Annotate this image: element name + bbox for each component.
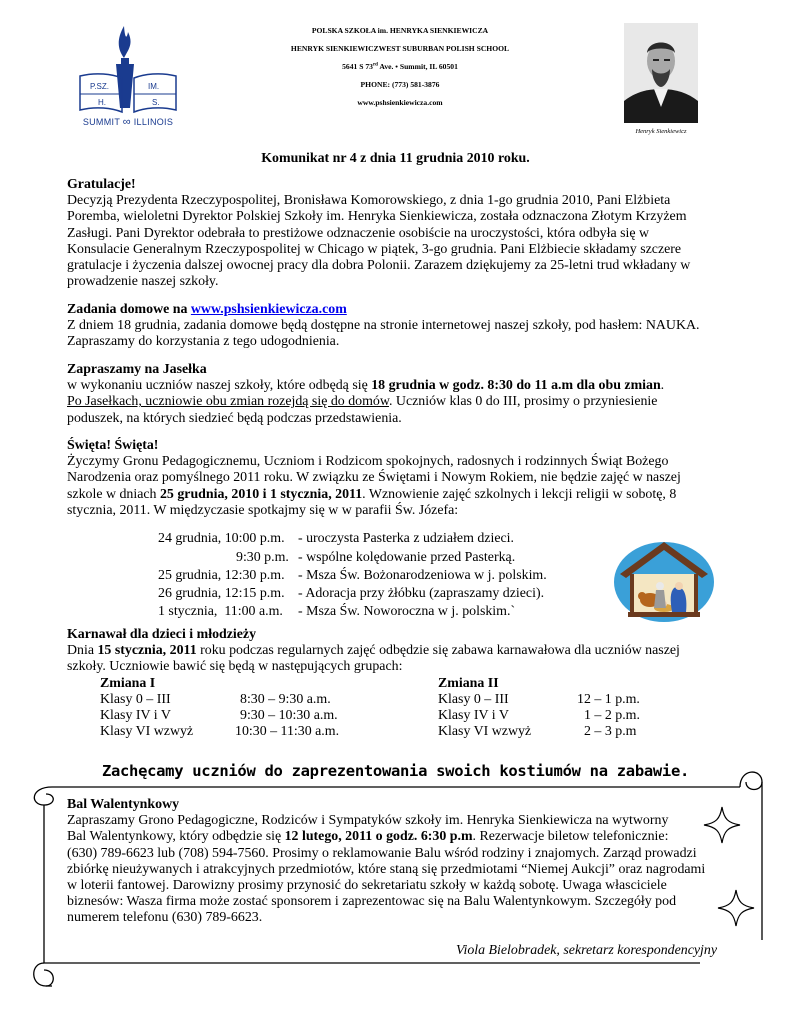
holidays-line: Narodzenia oraz pomyślnego 2011 roku. W związku ze Świętami i Nowym Rokiem, nie będzie zajęć w naszej [67, 470, 681, 486]
logo-text-bottom-left: H. [98, 98, 106, 107]
schedule-date: 1 stycznia, 11:00 a.m. [158, 604, 283, 619]
ball-line: numerem telefonu (630) 789-6623. [67, 910, 263, 926]
address-suffix: rd [372, 62, 378, 68]
carnival-date: 15 stycznia, 2011 [97, 643, 197, 659]
congrats-line: Zasługi. Pani Dyrektor odebrała to prestiżowe odznaczenie osobiście na uroczystości, która odbyła się w [67, 225, 650, 241]
school-phone: PHONE: (773) 581-3876 [360, 80, 440, 89]
shift1-group: Klasy 0 – III [100, 692, 171, 707]
schedule-date: 25 grudnia, 12:30 p.m. [158, 568, 285, 583]
shift2-time: 2 – 3 p.m [584, 724, 637, 739]
shift1-title: Zmiana I [100, 676, 156, 691]
page-title: Komunikat nr 4 z dnia 11 grudnia 2010 roku. [261, 151, 530, 166]
homework-line: Zapraszamy do korzystania z tego udogodnienia. [67, 334, 340, 350]
shift2-time: 1 – 2 p.m. [584, 708, 640, 723]
ball-line: w loterii fantowej. Darowizny prosimy przynosić do sekretariatu szkoły w każdą sobotę. Uwaga własciciele [67, 878, 667, 894]
carnival-line: szkoły. Uczniowie bawić się będą w następujących grupach: [67, 659, 403, 675]
ball-line: zbiórkę nieużywanych i atrakcyjnych przedmiotów, które staną się przedmiotami “Niemej Aukcji” oraz nagrodami [67, 861, 706, 877]
homework-heading-text: Zadania domowe na [67, 302, 191, 317]
ball-line: biznesów: Wasza firma może zostać sponsorem i zaprezentowac się na Balu Walentynkowym. Szczegóły pod [67, 894, 677, 910]
signature: Viola Bielobradek, sekretarz korespondencyjny [456, 943, 718, 958]
homework-website-link[interactable]: www.pshsienkiewicza.com [190, 302, 347, 317]
ball-line: (630) 789-6623 lub (708) 594-7560. Prosimy o reklamowanie Balu wśród rodziny i znajomych. Zarząd prowadzi [67, 845, 697, 861]
congrats-line: prowadzenie naszej szkoły. [67, 274, 219, 290]
holidays-line: Życzymy Gronu Pedagogicznemu, Uczniom i Rodzicom spokojnych, radosnych i rodzinnych Świąt Bożego [67, 454, 669, 470]
congrats-heading: Gratulacje! [67, 177, 136, 192]
school-name-en: HENRYK SIENKIEWICZWEST SUBURBAN POLISH SCHOOL [290, 44, 510, 53]
schedule-date: 9:30 p.m. [236, 550, 289, 565]
school-website[interactable]: www.pshsienkiewicza.com [357, 98, 443, 107]
jaselka-line1-a: w wykonaniu uczniów naszej szkoły, które odbędą się [67, 378, 372, 394]
ball-section [67, 797, 757, 927]
jaselka-line: poduszek, na których siedzieć będą podczas przedstawienia. [67, 410, 402, 426]
schedule-event: - uroczysta Pasterka z udziałem dzieci. [298, 531, 514, 546]
shift2-group: Klasy 0 – III [438, 692, 509, 707]
shift2-time: 12 – 1 p.m. [577, 692, 640, 707]
jaselka-note-underlined: Po Jasełkach, uczniowie obu zmian rozejdą się do domów [67, 394, 389, 410]
holidays-line3-a: szkole w dniach [67, 486, 160, 502]
jaselka-date: 18 grudnia w godz. 8:30 do 11 a.m dla obu zmian [371, 378, 661, 394]
shift2-group: Klasy IV i V [438, 708, 509, 723]
ball-heading: Bal Walentynkowy [67, 797, 180, 812]
ball-date: 12 lutego, 2011 o godz. 6:30 p.m [284, 829, 473, 845]
ball-line: Zapraszamy Grono Pedagogiczne, Rodziców i Sympatyków szkoły im. Henryka Sienkiewicza na wytworny [67, 813, 669, 829]
holidays-line3-c: . Wznowienie zajęć szkolnych i lekcji religii w sobotę, 8 [362, 486, 677, 502]
jaselka-line2-rest: . Uczniów klas 0 do III, prosimy o przyniesienie [388, 394, 658, 410]
holidays-line: stycznia, 2011. W międzyczasie spotkajmy się w w parafii Św. Józefa: [67, 502, 459, 518]
congrats-line: Poremba, wieloletni Dyrektor Polskiej Szkoły im. Henryka Sienkiewicza, została odznaczona Złotym Krzyżem [67, 209, 687, 225]
logo-text-right: IM. [148, 82, 160, 91]
address-rest: Ave. • Summit, IL 60501 [377, 62, 458, 71]
ball-line2-c: . Rezerwacje biletow telefonicznie: [472, 829, 669, 845]
infinity-icon: ∞ [122, 116, 131, 128]
jaselka-line1-c: . [660, 378, 665, 394]
shift1-time: 10:30 – 11:30 a.m. [235, 724, 340, 739]
schedule-event: - wspólne kolędowanie przed Pasterką. [298, 550, 516, 565]
school-name-pl: POLSKA SZKOŁA im. HENRYKA SIENKIEWICZA [311, 26, 489, 35]
schedule-event: - Msza Św. Bożonarodzeniowa w j. polskim. [298, 568, 547, 583]
logo-caption-left: SUMMIT [82, 117, 120, 127]
costume-slogan: Zachęcamy uczniów do zaprezentowania swoich kostiumów na zabawie. [101, 762, 690, 780]
ball-line2-a: Bal Walentynkowy, który odbędzie się [67, 829, 285, 845]
congrats-line: gratulacje i życzenia dalszej owocnej pracy dla dobra Polonii. Zarazem dziękujemy za 25-letni trud wkładany w [67, 258, 691, 274]
portrait-caption: Henryk Sienkiewicz [635, 128, 687, 135]
schedule-date: 26 grudnia, 12:15 p.m. [158, 586, 285, 601]
schedule-event: - Adoracja przy żłóbku (zapraszamy dzieci). [298, 586, 545, 601]
carnival-heading: Karnawał dla dzieci i młodzieży [67, 627, 257, 642]
shift1-group: Klasy VI wzwyż [100, 724, 194, 739]
holidays-heading: Święta! Święta! [67, 438, 159, 453]
address-number: 5641 S 73 [342, 62, 373, 71]
congrats-line: Decyzją Prezydenta Rzeczypospolitej, Bronisława Komorowskiego, z dnia 1-go grudnia 2010, Pani Elżbieta [67, 193, 671, 209]
shift2-group: Klasy VI wzwyż [438, 724, 532, 739]
shift1-time: 9:30 – 10:30 a.m. [240, 708, 338, 723]
carnival-line1-c: roku podczas regularnych zajęć odbędzie się zabawa karnawałowa dla uczniów naszej [196, 643, 680, 659]
schedule-date: 24 grudnia, 10:00 p.m. [158, 531, 285, 546]
logo-text-bottom-right: S. [152, 98, 160, 107]
jaselka-heading: Zapraszamy na Jasełka [67, 362, 207, 377]
shift1-time: 8:30 – 9:30 a.m. [240, 692, 331, 707]
shift1-group: Klasy IV i V [100, 708, 171, 723]
congrats-line: Konsulacie Generalnym Rzeczypospolitej w Chicago w piątek, 3-go grudnia. Pani Elżbiecie składamy szczere [67, 241, 682, 257]
homework-line: Z dniem 18 grudnia, zadania domowe będą dostępne na stronie internetowej naszej szkoły, pod hasłem: NAUKA. [67, 318, 700, 334]
logo-text-left: P.SZ. [90, 82, 109, 91]
schedule-event: - Msza Św. Noworoczna w j. polskim.` [298, 604, 516, 619]
shift2-title: Zmiana II [438, 676, 499, 691]
carnival-line1-a: Dnia [67, 643, 98, 659]
holidays-break-dates: 25 grudnia, 2010 i 1 stycznia, 2011 [159, 486, 363, 502]
ball-line [67, 829, 757, 845]
logo-caption-right: ILLINOIS [133, 117, 174, 127]
